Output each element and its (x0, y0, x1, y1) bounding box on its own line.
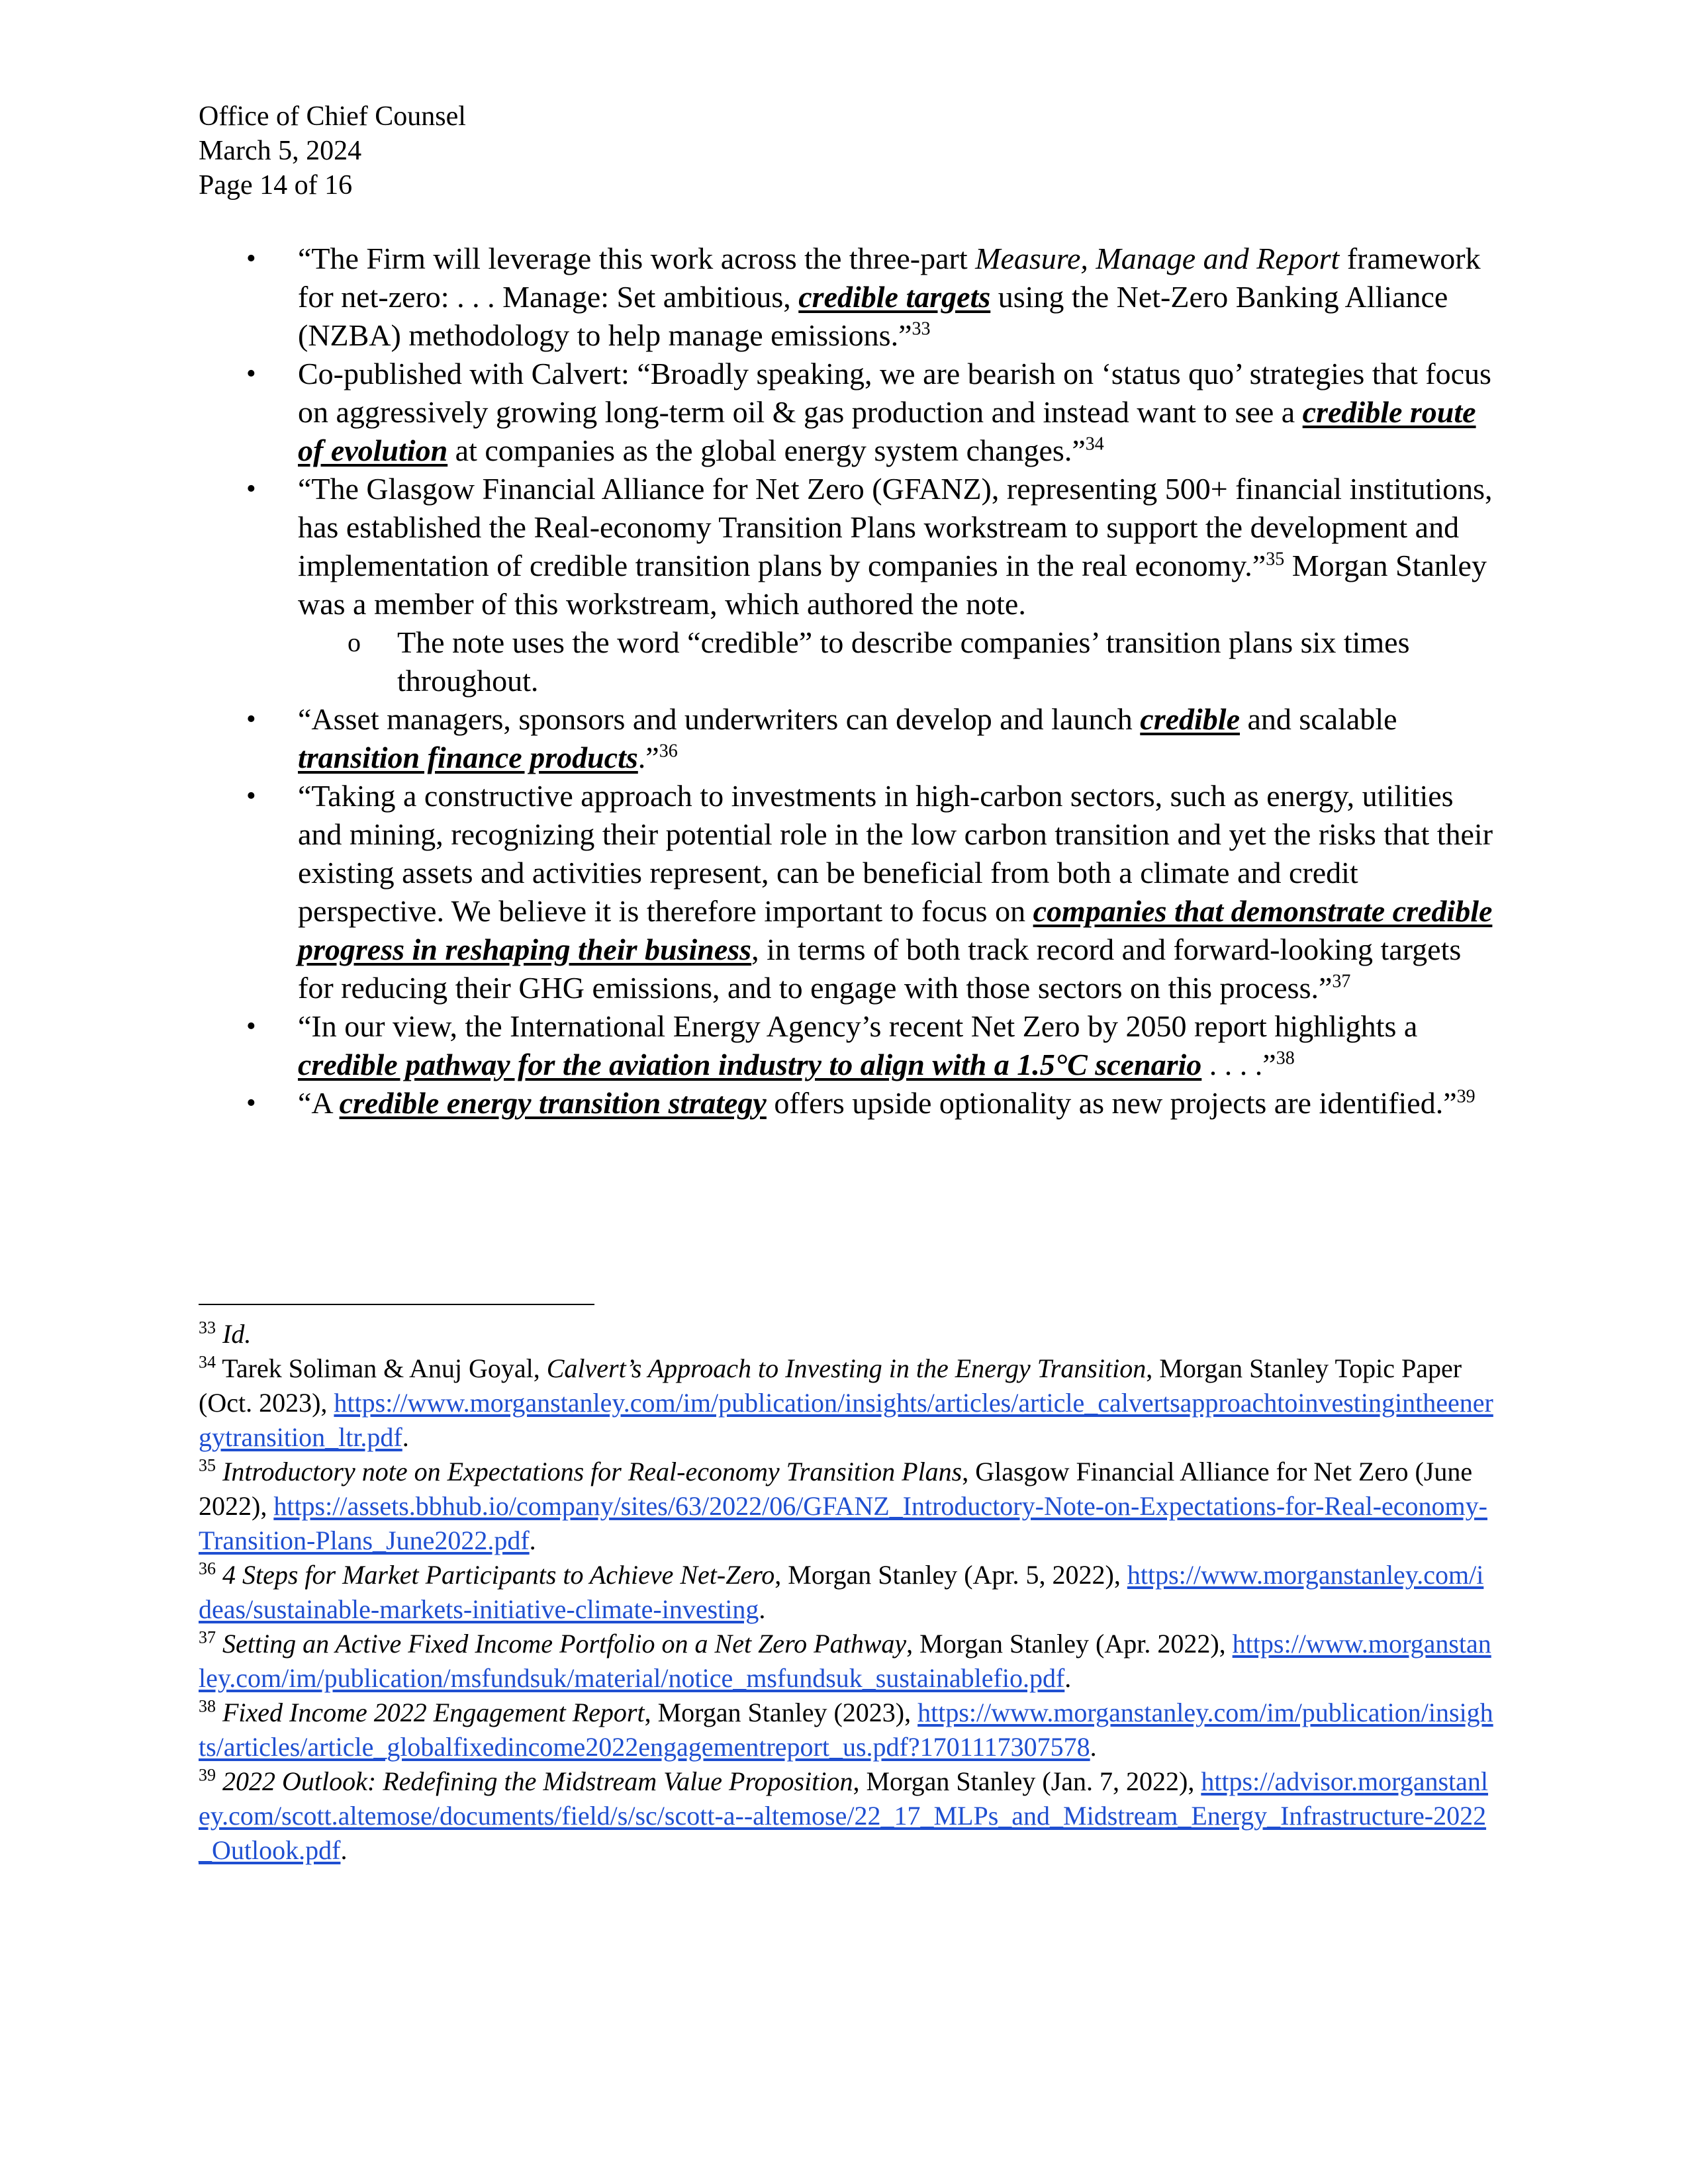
emphasized-phrase: credible targets (798, 280, 991, 314)
footnote-34: $^{34}$ Tarek Soliman & Anuj Goyal, Calvert’s Approach to Investing in the Energy Transition, Morgan Stanley Topic Paper (Oct. 2023), https://www.morganstanley.com/im/publication/insights/articles/article_calvertsapproachtoinvestingintheenergytransition_ltr.pdf. (199, 1352, 1493, 1452)
footnotes-section (199, 1317, 1496, 1868)
footnote-33: $^{33}$ Id. (199, 1318, 252, 1349)
letter-header (199, 99, 466, 203)
emphasized-phrase: companies that demonstrate credible progress in reshaping their business (298, 894, 1493, 966)
footnote-ref[interactable]: 39 (1456, 1086, 1476, 1107)
footnote-ref[interactable]: 33 (912, 318, 931, 340)
footnote-link[interactable]: https://www.morganstanley.com/ideas/sustainable-markets-initiative-climate-investing (199, 1560, 1484, 1624)
bullet-item: • “In our view, the International Energy Agency’s recent Net Zero by 2050 report highlights a credible pathway for the aviation industry to align with a 1.5°C scenario . . . .”$^{38}$ (199, 1007, 1496, 1084)
footnote-link[interactable]: https://www.morganstanley.com/im/publication/insights/articles/article_calvertsapproachtoinvestingintheenergytransition_ltr.pdf (199, 1388, 1493, 1452)
footnote-ref[interactable]: 35 (1266, 549, 1285, 570)
emphasized-phrase: transition finance products (298, 741, 638, 774)
footnote-link[interactable]: https://www.morganstanley.com/im/publication/msfundsuk/material/notice_msfundsuk_sustainablefio.pdf (199, 1629, 1491, 1693)
bullet-item: • “Taking a constructive approach to investments in high-carbon sectors, such as energy, utilities and mining, recognizing their potential role in the low carbon transition and yet the risks that their existing assets and activities represent, can be beneficial from both a climate and credit perspective. We believe it is therefore important to focus on companies that demonstrate credible progress in reshaping their business, in terms of both track record and forward-looking targets for reducing their GHG emissions, and to engage with those sectors on this process.”$^{37}$ (199, 777, 1496, 1007)
emphasized-phrase: credible pathway for the aviation industry to align with a 1.5°C scenario (298, 1048, 1202, 1081)
footnote-ref[interactable]: 36 (659, 741, 678, 762)
emphasized-phrase: credible route of evolution (298, 395, 1476, 467)
bullet-item: • “The Firm will leverage this work across the three-part Measure, Manage and Report framework for net-zero: . . . Manage: Set ambitious, credible targets using the Net-Zero Banking Alliance (NZBA) methodology to help manage emissions.”$^{33}$ (199, 240, 1496, 355)
footnote-ref[interactable]: 38 (1276, 1048, 1295, 1069)
footnote-separator (199, 1304, 594, 1305)
footnote-38: $^{38}$ Fixed Income 2022 Engagement Report, Morgan Stanley (2023), https://www.morganstanley.com/im/publication/insights/articles/article_globalfixedincome2022engagementreport_us.pdf?1701117307578. (199, 1696, 1493, 1762)
footnote-37: $^{37}$ Setting an Active Fixed Income Portfolio on a Net Zero Pathway, Morgan Stanley (Apr. 2022), https://www.morganstanley.com/im/publication/msfundsuk/material/notice_msfundsuk_sustainablefio.pdf. (199, 1627, 1491, 1693)
footnote-link[interactable]: https://advisor.morganstanley.com/scott.altemose/documents/field/s/sc/scott-a--altemose/22_17_MLPs_and_Midstream_Energy_Infrastructure-2022_Outlook.pdf (199, 1766, 1489, 1865)
header-office: Office of Chief Counsel (199, 101, 466, 132)
header-page-number: Page 14 of 16 (199, 170, 353, 201)
bullet-item: • “A credible energy transition strategy offers upside optionality as new projects are identified.”$^{39}$ (199, 1084, 1496, 1122)
footnote-ref[interactable]: 34 (1085, 433, 1104, 455)
footnote-link[interactable]: https://www.morganstanley.com/im/publication/insights/articles/article_globalfixedincome2022engagementreport_us.pdf?1701117307578 (199, 1698, 1493, 1762)
footnote-39: $^{39}$ 2022 Outlook: Redefining the Midstream Value Proposition, Morgan Stanley (Jan. 7, 2022), https://advisor.morganstanley.com/scott.altemose/documents/field/s/sc/scott-a--altemose/22_17_MLPs_and_Midstream_Energy_Infrastructure-2022_Outlook.pdf. (199, 1765, 1489, 1865)
body-bullet-list (199, 240, 1496, 1122)
bullet-item: • “The Glasgow Financial Alliance for Net Zero (GFANZ), representing 500+ financial institutions, has established the Real-economy Transition Plans workstream to support the development and implementation of credible transition plans by companies in the real economy.”$^{35}$ Morgan Stanley was a member of this workstream, which authored the note. (199, 470, 1496, 623)
bullet-item: • Co-published with Calvert: “Broadly speaking, we are bearish on ‘status quo’ strategies that focus on aggressively growing long-term oil & gas production and instead want to see a credible route of evolution at companies as the global energy system changes.”$^{34}$ (199, 355, 1496, 470)
emphasized-phrase: credible (1140, 702, 1240, 736)
sub-bullet-item: o The note uses the word “credible” to describe companies’ transition plans six times throughout. (199, 623, 1496, 700)
footnote-35: $^{35}$ Introductory note on Expectations for Real-economy Transition Plans, Glasgow Financial Alliance for Net Zero (June 2022), https://assets.bbhub.io/company/sites/63/2022/06/GFANZ_Introductory-Note-on-Expectations-for-Real-economy-Transition-Plans_June2022.pdf. (199, 1455, 1487, 1555)
footnote-ref[interactable]: 37 (1332, 971, 1351, 992)
emphasized-phrase: credible energy transition strategy (339, 1086, 767, 1120)
footnote-36: $^{36}$ 4 Steps for Market Participants to Achieve Net-Zero, Morgan Stanley (Apr. 5, 2022), https://www.morganstanley.com/ideas/sustainable-markets-initiative-climate-investing. (199, 1559, 1484, 1624)
bullet-item: • “Asset managers, sponsors and underwriters can develop and launch credible and scalable transition finance products.”$^{36}$ (199, 700, 1496, 777)
header-date: March 5, 2024 (199, 136, 362, 166)
footnote-link[interactable]: https://assets.bbhub.io/company/sites/63/2022/06/GFANZ_Introductory-Note-on-Expectations-for-Real-economy-Transition-Plans_June2022.pdf (199, 1491, 1487, 1555)
